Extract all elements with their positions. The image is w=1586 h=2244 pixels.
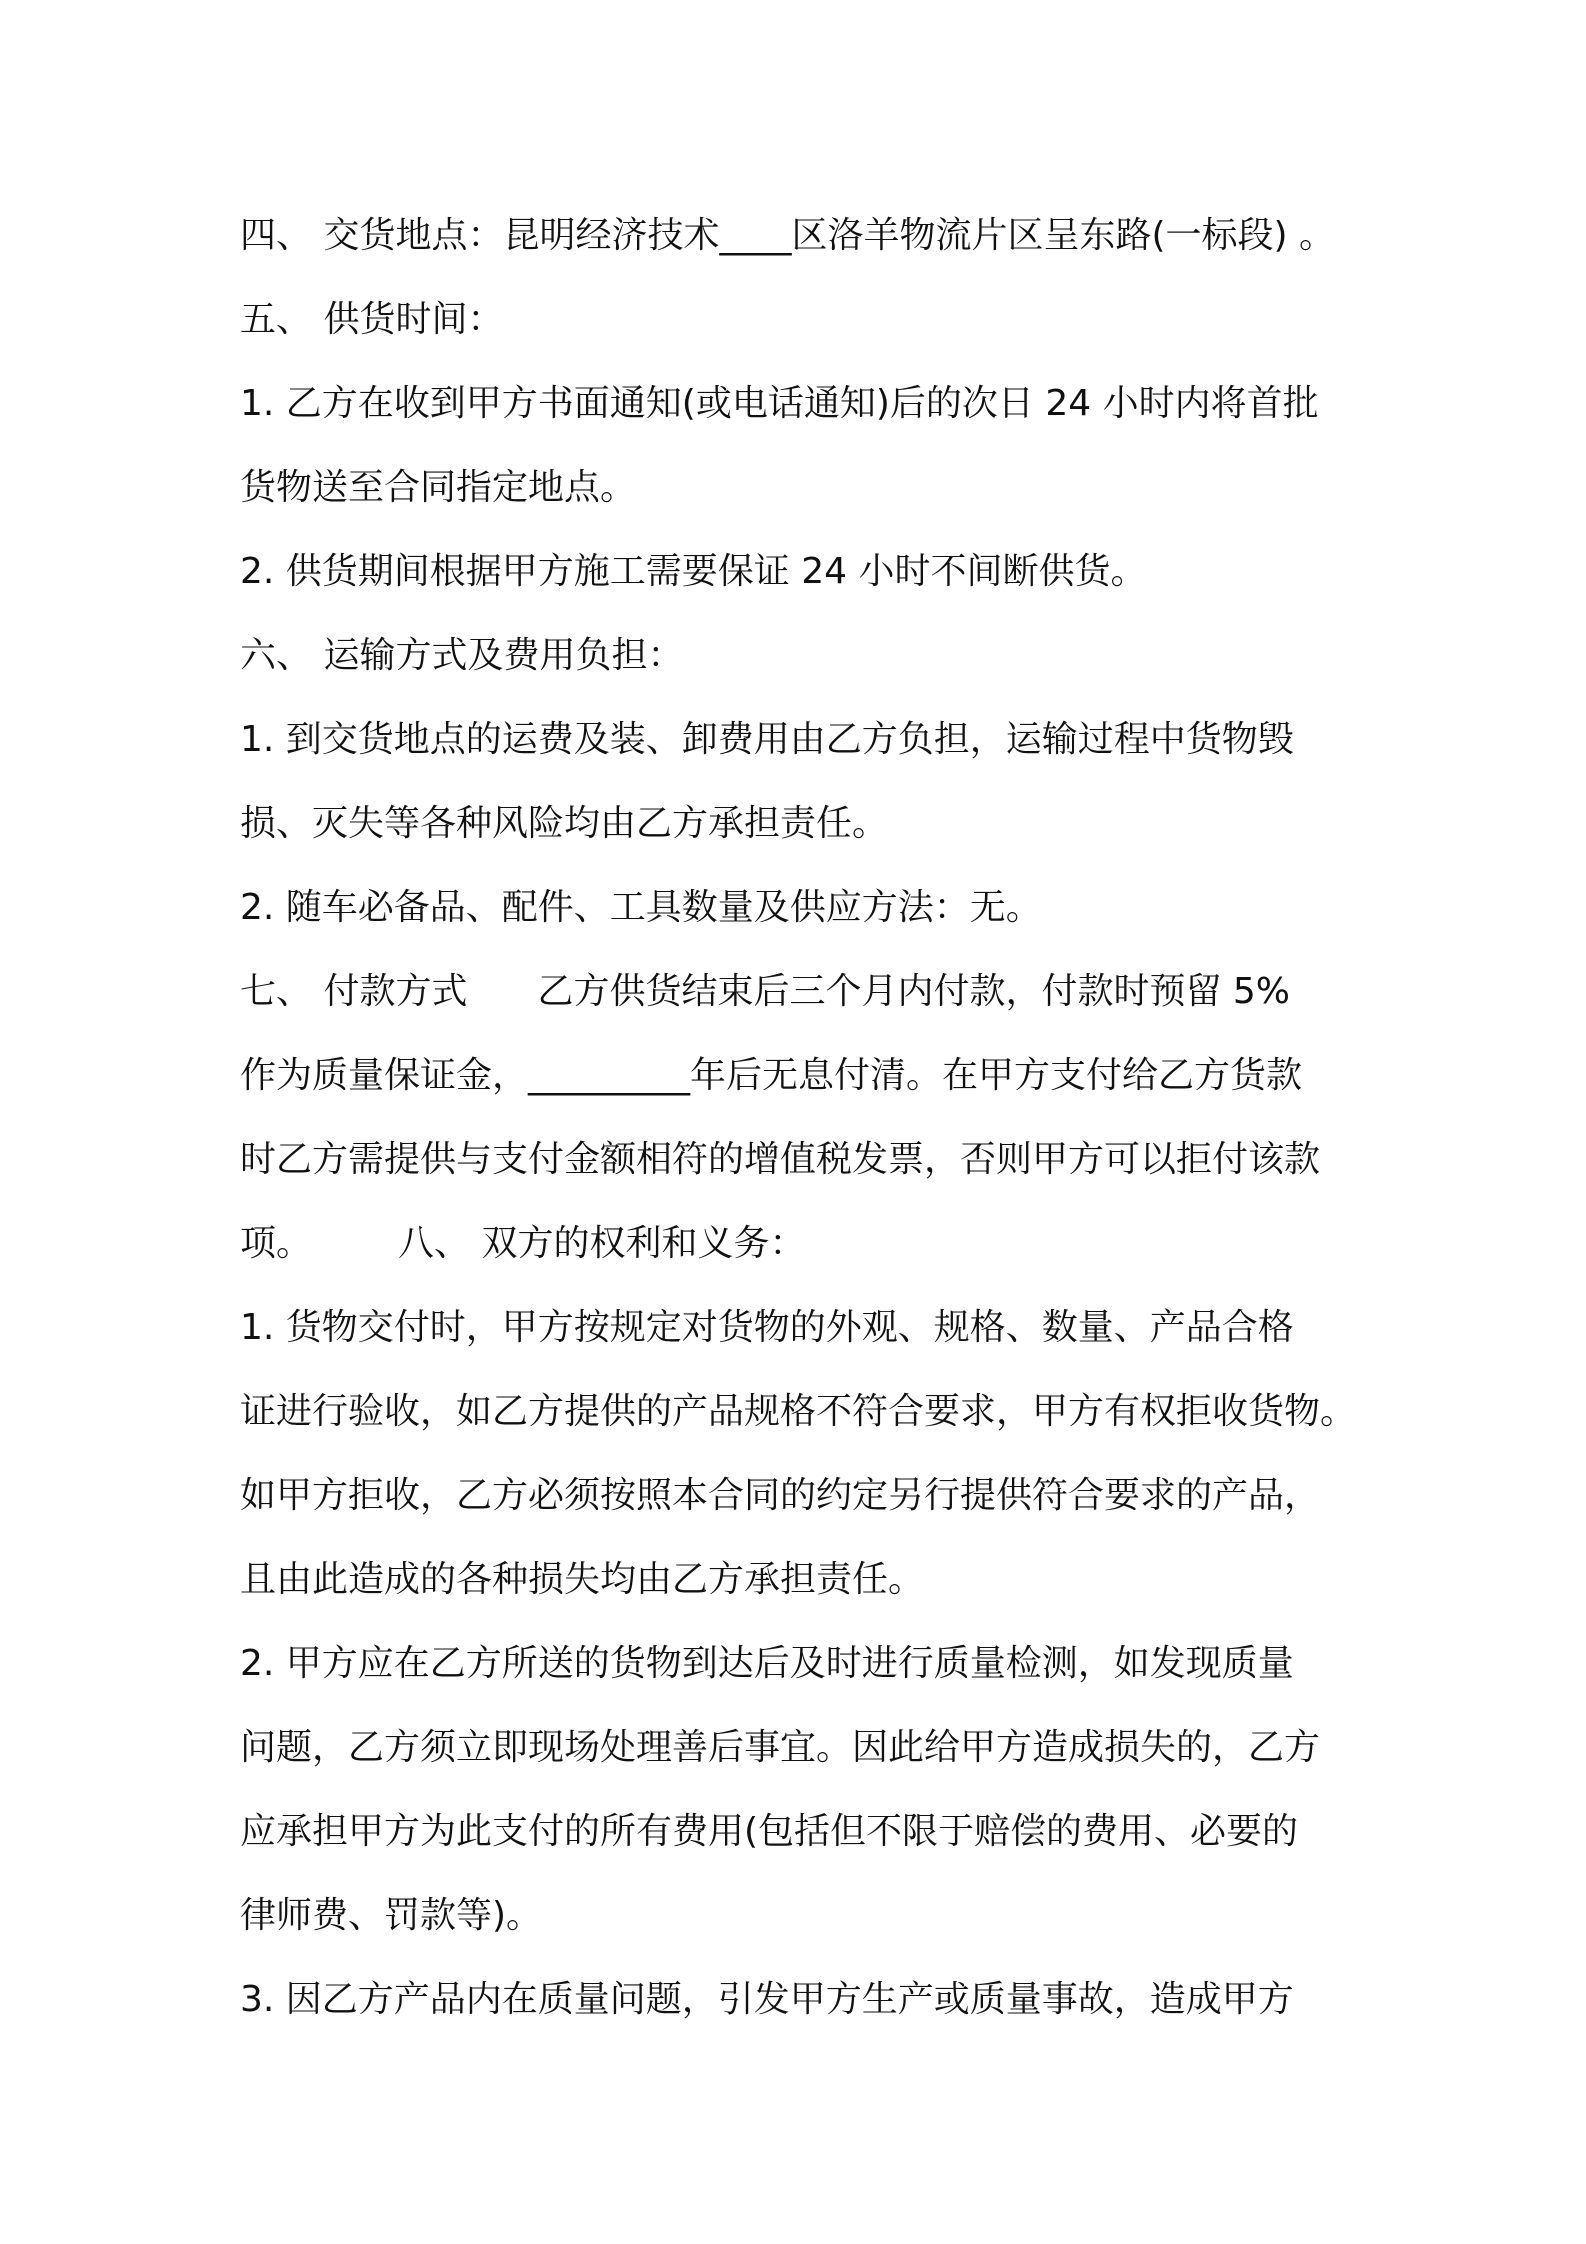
text-line: 3. 因乙方产品内在质量问题，引发甲方生产或质量事故，造成甲方 [240,1979,1294,2020]
text-line: 律师费、罚款等)。 [240,1895,543,1936]
paragraph-text: 项。 [240,1223,313,1264]
text-line [240,950,1360,1034]
text-line: 应承担甲方为此支付的所有费用(包括但不限于赔偿的费用、必要的 [240,1811,1299,1852]
text-line: 2. 随车必备品、配件、工具数量及供应方法：无。 [240,887,1042,928]
document-body [240,194,1360,2042]
text-line [240,1202,1360,1286]
text-line: 且由此造成的各种损失均由乙方承担责任。 [240,1559,925,1600]
text-line: 证进行验收，如乙方提供的产品规格不符合要求，甲方有权拒收货物。 [240,1391,1357,1432]
text-line: 如甲方拒收，乙方必须按照本合同的约定另行提供符合要求的产品， [240,1475,1321,1516]
paragraph-text: 乙方供货结束后三个月内付款，付款时预留 5% [537,971,1291,1012]
text-line: 1. 乙方在收到甲方书面通知(或电话通知)后的次日 24 小时内将首批 [240,383,1319,424]
text-line: 问题，乙方须立即现场处理善后事宜。因此给甲方造成损失的，乙方 [240,1727,1321,1768]
text-line: 货物送至合同指定地点。 [240,467,637,508]
text-line: 1. 到交货地点的运费及装、卸费用由乙方负担，运输过程中货物毁 [240,719,1294,760]
text-line: 四、 交货地点：昆明经济技术____区洛羊物流片区呈东路(一标段) 。 [240,215,1335,256]
text-line: 1. 货物交付时，甲方按规定对货物的外观、规格、数量、产品合格 [240,1307,1294,1348]
text-line: 五、 供货时间： [240,299,504,340]
text-line: 时乙方需提供与支付金额相符的增值税发票，否则甲方可以拒付该款 [240,1139,1321,1180]
text-line: 2. 供货期间根据甲方施工需要保证 24 小时不间断供货。 [240,551,1147,592]
text-line: 作为质量保证金，_________年后无息付清。在甲方支付给乙方货款 [240,1055,1303,1096]
section-heading: 八、 双方的权利和义务： [398,1223,806,1264]
text-line: 损、灭失等各种风险均由乙方承担责任。 [240,803,889,844]
text-line: 2. 甲方应在乙方所送的货物到达后及时进行质量检测，如发现质量 [240,1643,1294,1684]
section-heading: 七、 付款方式 [240,971,468,1012]
text-line: 六、 运输方式及费用负担： [240,635,684,676]
